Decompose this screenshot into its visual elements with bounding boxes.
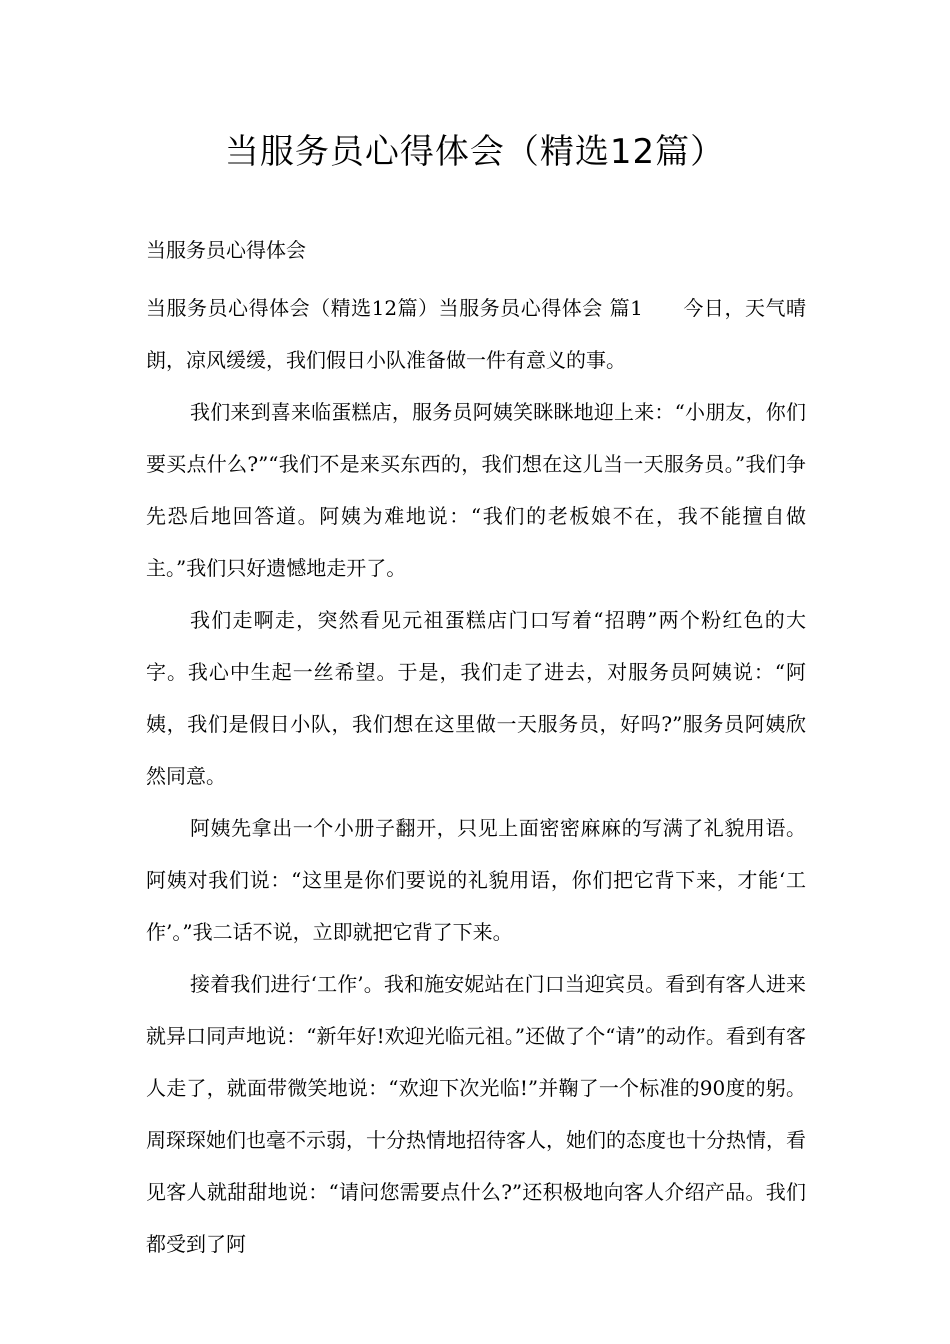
intro-lead: 当服务员心得体会（精选12篇）当服务员心得体会 篇1 [146,296,643,320]
document-body [146,282,806,1270]
intro-rest: 今日，天气晴朗，凉风缓缓，我们假日小队准备做一件有意义的事。 [146,296,806,372]
paragraph-2: 我们走啊走，突然看见元祖蛋糕店门口写着“招聘”两个粉红色的大字。我心中生起一丝希望。于是，我们走了进去，对服务员阿姨说：“阿姨，我们是假日小队，我们想在这里做一天服务员，好吗?”服务员阿姨欣然同意。 [146,608,806,788]
paragraph-4: 接着我们进行‘工作’。我和施安妮站在门口当迎宾员。看到有客人进来就异口同声地说：“新年好!欢迎光临元祖。”还做了个“请”的动作。看到有客人走了，就面带微笑地说：“欢迎下次光临!”并鞠了一个标准的90度的躬。周琛琛她们也毫不示弱，十分热情地招待客人，她们的态度也十分热情，看见客人就甜甜地说：“请问您需要点什么?”还积极地向客人介绍产品。我们都受到了阿 [146,972,806,1256]
document-subtitle: 当服务员心得体会 [146,238,306,262]
document-title: 当服务员心得体会（精选12篇） [224,132,726,172]
paragraph-3: 阿姨先拿出一个小册子翻开，只见上面密密麻麻的写满了礼貌用语。阿姨对我们说：“这里是你们要说的礼貌用语，你们把它背下来，才能‘工作’。”我二话不说，立即就把它背了下来。 [146,816,806,944]
intro-paragraph [146,282,806,386]
paragraph-1: 我们来到喜来临蛋糕店，服务员阿姨笑眯眯地迎上来：“小朋友，你们要买点什么?”“我们不是来买东西的，我们想在这儿当一天服务员。”我们争先恐后地回答道。阿姨为难地说：“我们的老板娘不在，我不能擅自做主。”我们只好遗憾地走开了。 [146,400,806,580]
